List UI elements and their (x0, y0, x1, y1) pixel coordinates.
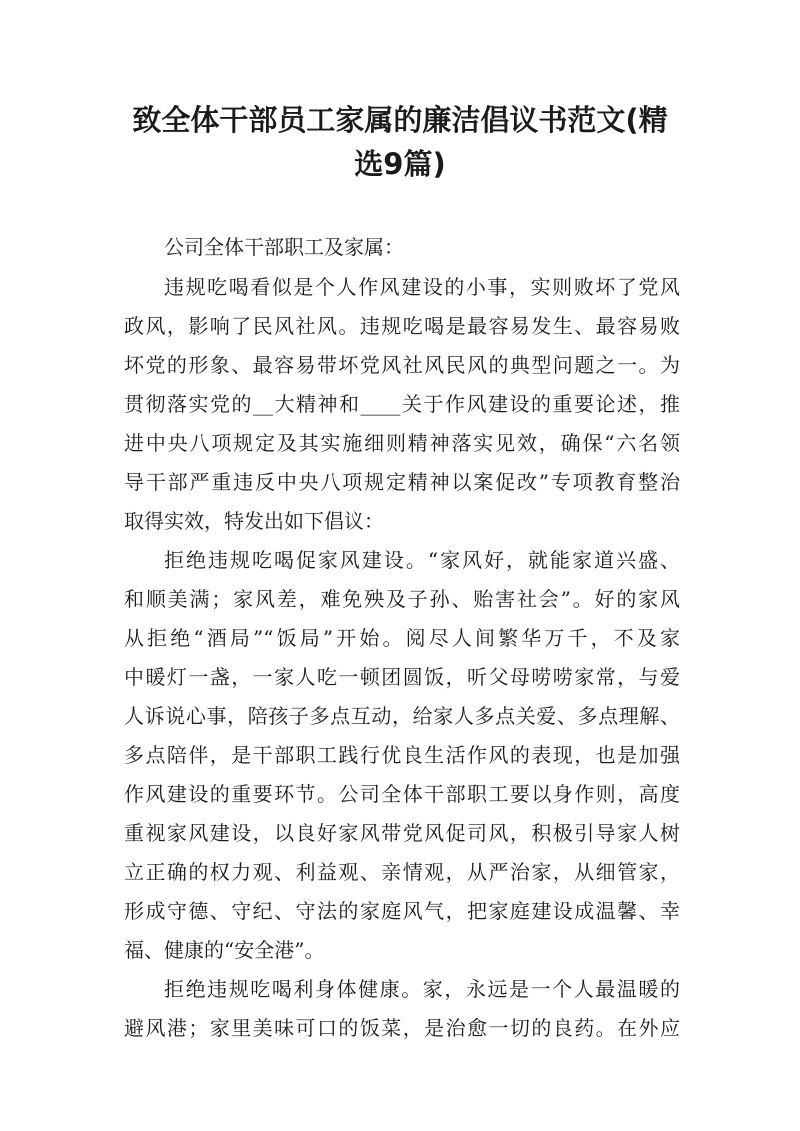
paragraph-2-line: 福、健康的“安全港”。 (124, 938, 325, 962)
paragraph-2-line: 重视家风建设，以良好家风带党风促司风，积极引导家人树 (124, 821, 680, 845)
paragraph-1-line: 政风，影响了民风社风。违规吃喝是最容易发生、最容易败 (124, 314, 680, 338)
paragraph-2-line: 形成守德、守纪、守法的家庭风气，把家庭建设成温馨、幸 (124, 899, 680, 923)
paragraph-1-line: 坏党的形象、最容易带坏党风社风民风的典型问题之一。为 (124, 353, 680, 377)
paragraph-1-line: 进中央八项规定及其实施细则精神落实见效，确保“六名领 (124, 431, 680, 455)
paragraph-2-line: 中暖灯一盏，一家人吃一顿团圆饭，听父母唠唠家常，与爱 (124, 665, 680, 689)
paragraph-2-line: 多点陪伴，是干部职工践行优良生活作风的表现，也是加强 (124, 743, 680, 767)
paragraph-1-line: 贯彻落实党的__大精神和____关于作风建设的重要论述，推 (124, 392, 680, 416)
paragraph-2-line: 和顺美满；家风差，难免殃及子孙、贻害社会”。好的家风 (124, 587, 680, 611)
paragraph-1-line: 取得实效，特发出如下倡议： (124, 509, 384, 533)
salutation: 公司全体干部职工及家属： (164, 235, 404, 259)
paragraph-2-line: 立正确的权力观、利益观、亲情观，从严治家，从细管家， (124, 860, 680, 884)
paragraph-1-line: 违规吃喝看似是个人作风建设的小事，实则败坏了党风 (164, 275, 680, 299)
paragraph-2-line: 拒绝违规吃喝促家风建设。“家风好，就能家道兴盛、 (164, 548, 680, 572)
paragraph-2-line: 从拒绝“酒局”“饭局”开始。阅尽人间繁华万千，不及家 (124, 626, 680, 650)
document-title-line-1: 致全体干部员工家属的廉洁倡议书范文(精 (132, 103, 668, 137)
paragraph-3-line: 拒绝违规吃喝利身体健康。家，永远是一个人最温暖的 (164, 977, 680, 1001)
document-title-line-2: 选9篇) (354, 147, 446, 181)
paragraph-2-line: 人诉说心事，陪孩子多点互动，给家人多点关爱、多点理解、 (124, 704, 680, 728)
paragraph-3-line: 避风港；家里美味可口的饭菜，是治愈一切的良药。在外应 (124, 1016, 680, 1040)
paragraph-1-line: 导干部严重违反中央八项规定精神以案促改”专项教育整治 (124, 470, 680, 494)
paragraph-2-line: 作风建设的重要环节。公司全体干部职工要以身作则，高度 (124, 782, 680, 806)
